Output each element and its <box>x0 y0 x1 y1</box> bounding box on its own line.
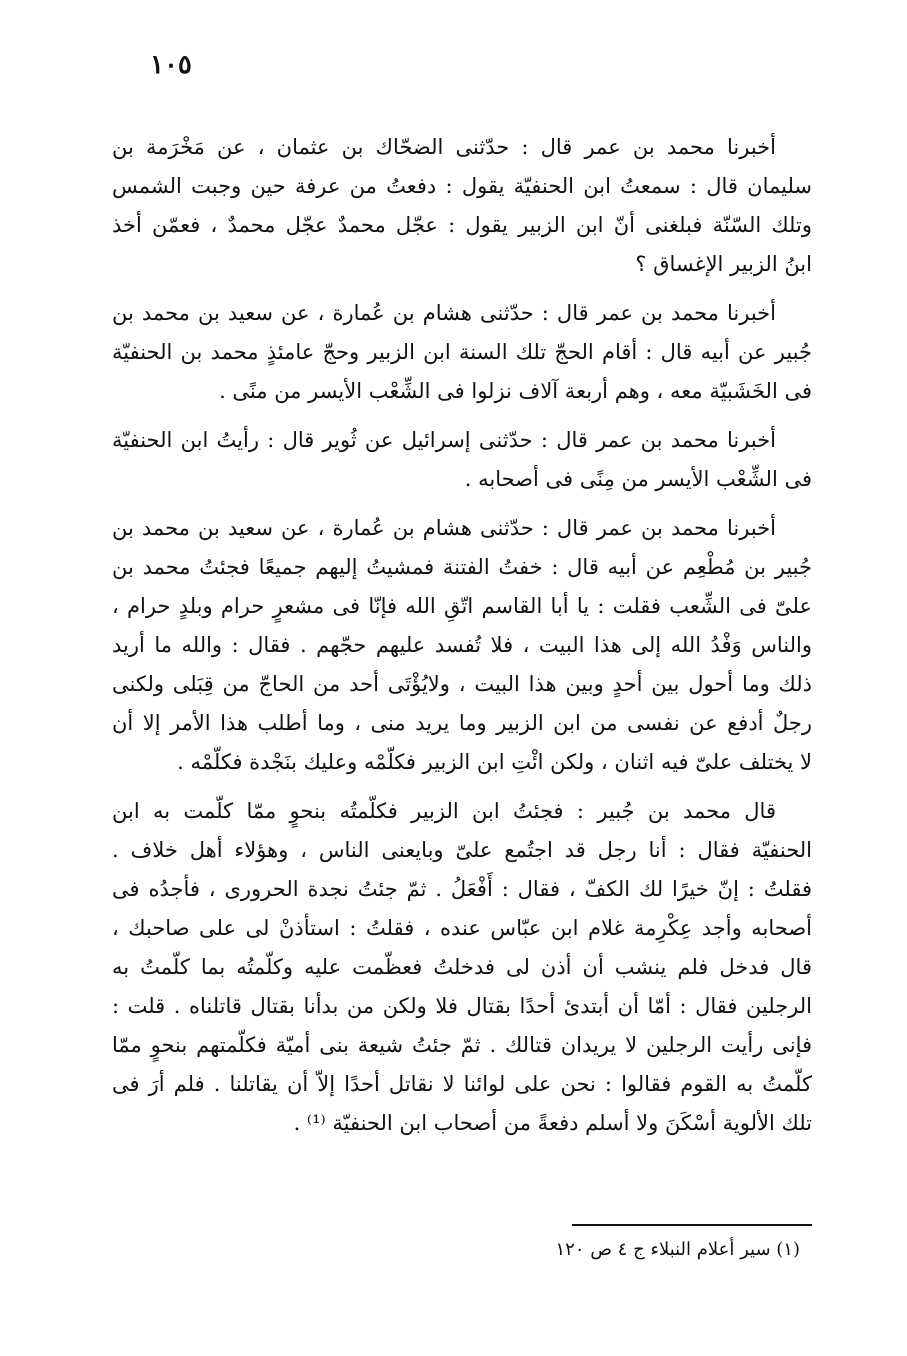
text-line: ذلك وما أحول بين أحدٍ وبين هذا البيت ، ولايُؤْتَى أحد من الحاجّ من قِبَلى ولكنى <box>112 672 812 696</box>
text-line: الحنفيّة فقال : أنا رجل قد اجتُمع علىّ وبايعنى الناس ، وهؤلاء أهل خلاف . <box>112 838 812 862</box>
text-line: ابنُ الزبير الإغساق ؟ <box>635 252 812 276</box>
text-line: قال محمد بن جُبير : فجئتُ ابن الزبير فكلّمتُه بنحوٍ ممّا كلّمت به ابن <box>112 799 776 823</box>
text-line: والناس وَفْدُ الله إلى هذا البيت ، فلا تُفسد عليهم حجّهم . فقال : والله ما أريد <box>112 633 812 657</box>
text-line: فإنى رأيت الرجلين لا يريدان قتالك . ثمّ جئتُ شيعة بنى أميّة فكلّمتهم بنحوٍ ممّا <box>112 1033 812 1057</box>
paragraph-gap <box>112 499 812 509</box>
text-line: رجلٌ أدفع عن نفسى من ابن الزبير وما يريد منى ، وما أطلب هذا الأمر إلا أن <box>112 711 812 735</box>
paragraph-3 <box>112 421 812 499</box>
text-line: وتلك السّنّة فبلغنى أنّ ابن الزبير يقول : عجّل محمدٌ عجّل محمدٌ ، فعمّن أخذ <box>112 213 812 237</box>
main-text <box>112 128 812 1143</box>
paragraph-gap <box>112 284 812 294</box>
text-line: كلّمتُ به القوم فقالوا : نحن على لوائنا لا نقاتل أحدًا إلاّ أن يقاتلنا . فلم أرَ فى <box>112 1072 812 1096</box>
footnote-divider <box>572 1224 812 1226</box>
text-line: أخبرنا محمد بن عمر قال : حدّثنى الضحّاك بن عثمان ، عن مَخْرَمة بن <box>112 135 776 159</box>
text-line: علىّ فى الشِّعب فقلت : يا أبا القاسم اتّقِ الله فإنّا فى مشعرٍ حرام وبلدٍ حرام ، <box>112 594 812 618</box>
text-line: فى الشِّعْب الأيسر من مِنًى فى أصحابه . <box>464 467 812 491</box>
page-number: ١٠٥ <box>150 50 192 80</box>
text-line: فقلتُ : إنّ خيرًا لك الكفّ ، فقال : أَفْعَلُ . ثمّ جئتُ نجدة الحرورى ، فأجدُه فى <box>112 877 812 901</box>
text-line: جُبير عن أبيه قال : أقام الحجّ تلك السنة ابن الزبير وحجّ عامئذٍ محمد بن الحنفيّة <box>112 340 812 364</box>
paragraph-gap <box>112 411 812 421</box>
paragraph-gap <box>112 782 812 792</box>
footnote: (١) سير أعلام النبلاء ج ٤ ص ١٢٠ <box>555 1239 800 1260</box>
text-line: لا يختلف علىّ فيه اثنان ، ولكن ائْتِ ابن الزبير فكلّمْه وعليك بنَجْدة فكلّمْه . <box>177 750 812 774</box>
text-line: تلك الألوية أسْكَنَ ولا أسلم دفعةً من أصحاب ابن الحنفيّة ⁽¹⁾ . <box>293 1111 812 1135</box>
paragraph-1 <box>112 128 812 284</box>
paragraph-4 <box>112 509 812 782</box>
text-line: الرجلين فقال : أمّا أن أبتدئ أحدًا بقتال فلا ولكن من بدأنا بقتال قاتلناه . قلت : <box>112 994 812 1018</box>
text-line: قال فدخل فلم ينشب أن أذن لى فدخلتُ فعظّمت عليه وكلّمتُه بما كلّمتُ به <box>112 955 812 979</box>
text-line: جُبير بن مُطْعِم عن أبيه قال : خفتُ الفتنة فمشيتُ إليهم جميعًا فجئتُ محمد بن <box>112 555 812 579</box>
paragraph-5 <box>112 792 812 1143</box>
paragraph-2 <box>112 294 812 411</box>
text-line: فى الخَشَبيّة معه ، وهم أربعة آلاف نزلوا فى الشِّعْب الأيسر من منًى . <box>219 379 812 403</box>
text-line: أخبرنا محمد بن عمر قال : حدّثنى هشام بن عُمارة ، عن سعيد بن محمد بن <box>112 516 776 540</box>
text-line: أخبرنا محمد بن عمر قال : حدّثنى هشام بن عُمارة ، عن سعيد بن محمد بن <box>112 301 776 325</box>
text-line: أصحابه وأجد عِكْرِمة غلام ابن عبّاس عنده ، فقلتُ : استأذنْ لى على صاحبك ، <box>112 916 812 940</box>
text-line: سليمان قال : سمعتُ ابن الحنفيّة يقول : دفعتُ من عرفة حين وجبت الشمس <box>112 174 812 198</box>
text-line: أخبرنا محمد بن عمر قال : حدّثنى إسرائيل عن ثُوير قال : رأيتُ ابن الحنفيّة <box>112 428 776 452</box>
